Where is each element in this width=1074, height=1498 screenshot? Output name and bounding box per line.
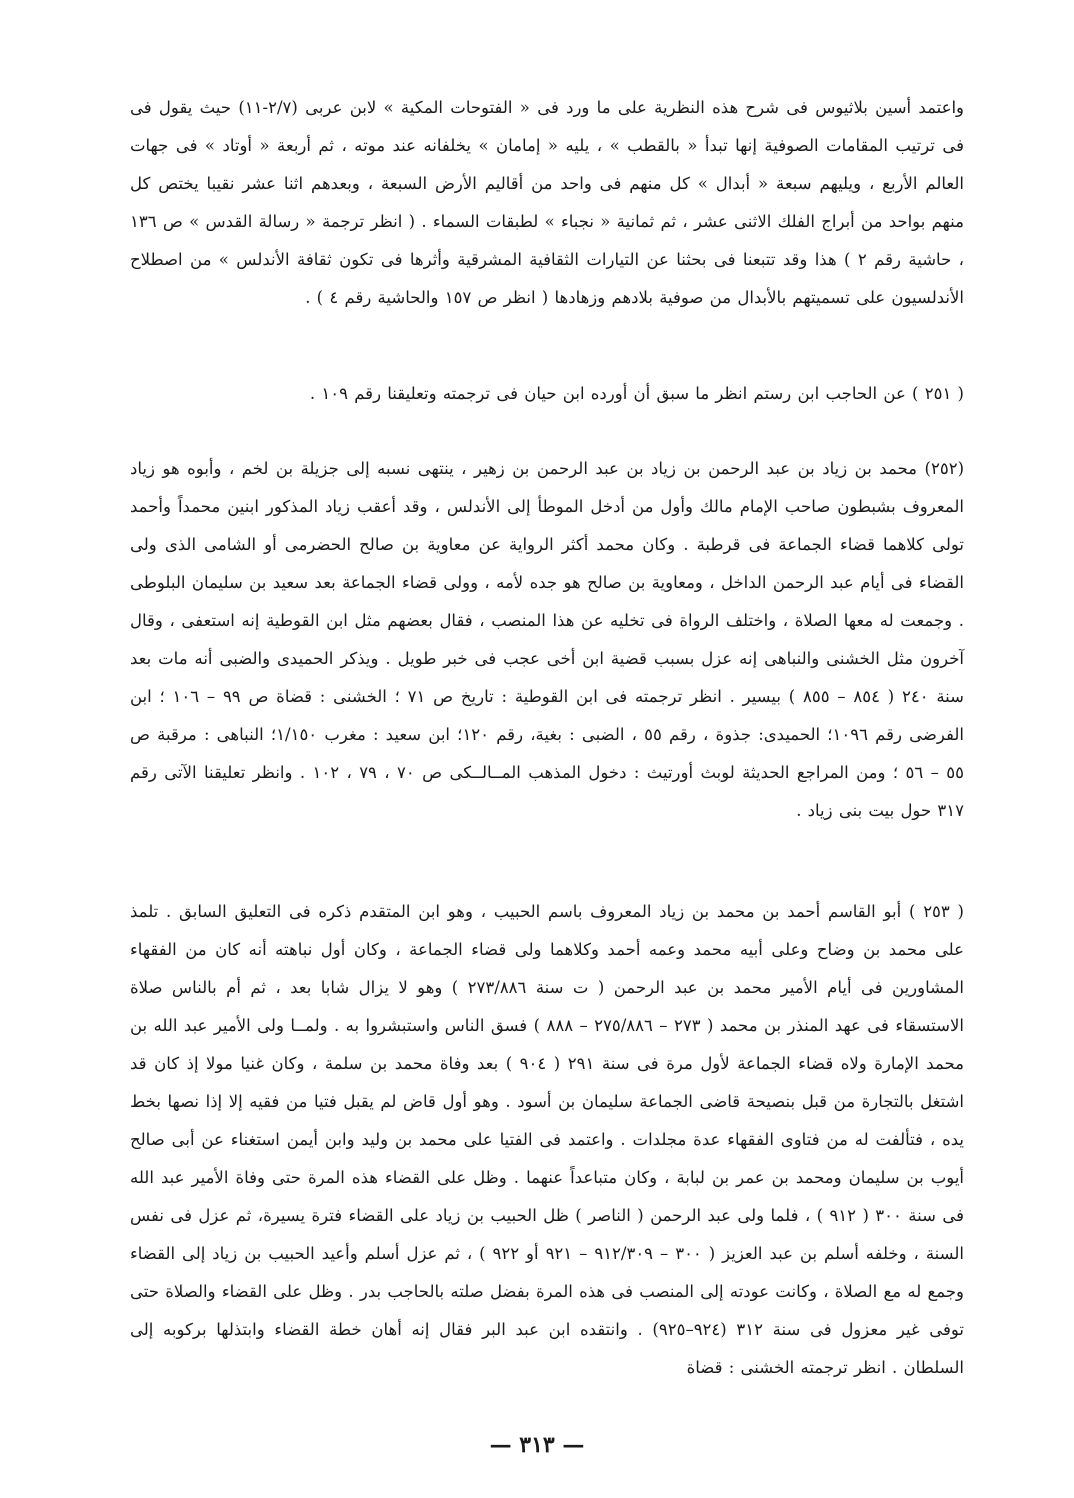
- page-number: — ٣١٣ —: [489, 1432, 585, 1458]
- paragraph-note-251: ( ٢٥١ ) عن الحاجب ابن رستم انظر ما سبق أن أورده ابن حيان فى ترجمته وتعليقنا رقم ١٠٩ .: [309, 384, 964, 403]
- paragraph-note-continuation: واعتمد أسين بلاثيوس فى شرح هذه النظرية على ما ورد فى « الفتوحات المكية » لابن عربى (٢/٧-١١) حيث يقول فى فى ترتيب المقامات الصوفية إنها تبدأ « بالقطب » ، يليه « إمامان » يخلفانه عند موته ، ثم أربعة « أوتاد » فى جهات العالم الأربع ، ويليهم سبعة « أبدال » كل منهم فى واحد من أقاليم الأرض السبعة ، وبعدهم اثنا عشر نقيبا يختص كل منهم بواحد من أبراج الفلك الاثنى عشر ، ثم ثمانية « نجباء » لطبقات السماء . ( انظر ترجمة « رسالة القدس » ص ١٣٦ ، حاشية رقم ٢ ) هذا وقد تتبعنا فى بحثنا عن التيارات الثقافية المشرقية وأثرها فى تكون ثقافة الأندلس » من اصطلاح الأندلسيون على تسميتهم بالأبدال من صوفية بلادهم وزهادها ( انظر ص ١٥٧ والحاشية رقم ٤ ) .: [130, 98, 964, 307]
- paragraph-note-252: (٢٥٢) محمد بن زياد بن عبد الرحمن بن زياد بن عبد الرحمن بن زهير ، ينتهى نسبه إلى جزيلة بن لخم ، وأبوه هو زياد المعروف بشبطون صاحب الإمام مالك وأول من أدخل الموطأ إلى الأندلس ، وقد أعقب زياد المذكور ابنين محمداً وأحمد تولى كلاهما قضاء الجماعة فى قرطبة . وكان محمد أكثر الرواية عن معاوية بن صالح الحضرمى أو الشامى الذى ولى القضاء فى أيام عبد الرحمن الداخل ، ومعاوية بن صالح هو جده لأمه ، وولى قضاء الجماعة بعد سعيد بن سليمان البلوطى . وجمعت له معها الصلاة ، واختلف الرواة فى تخليه عن هذا المنصب ، فقال بعضهم مثل ابن القوطية إنه استعفى ، وقال آخرون مثل الخشنى والنباهى إنه عزل بسبب قضية ابن أخى عجب فى خبر طويل . ويذكر الحميدى والضبى أنه مات بعد سنة ٢٤٠ ( ٨٥٤ – ٨٥٥ ) بيسير . انظر ترجمته فى ابن القوطية : تاريخ ص ٧١ ؛ الخشنى : قضاة ص ٩٩ – ١٠٦ ؛ ابن الفرضى رقم ١٠٩٦؛ الحميدى: جذوة ، رقم ٥٥ ، الضبى : بغية، رقم ١٢٠؛ ابن سعيد : مغرب ١/١٥٠؛ النباهى : مرقبة ص ٥٥ – ٥٦ ؛ ومن المراجع الحديثة لوبث أورتيث : دخول المذهب المــالــكى ص ٧٠ ، ٧٩ ، ١٠٢ . وانظر تعليقنا الآتى رقم ٣١٧ حول بيت بنى زياد .: [130, 459, 964, 820]
- paragraph-note-253: ( ٢٥٣ ) أبو القاسم أحمد بن محمد بن زياد المعروف باسم الحبيب ، وهو ابن المتقدم ذكره فى التعليق السابق . تلمذ على محمد بن وضاح وعلى أبيه محمد وعمه أحمد وكلاهما ولى قضاء الجماعة ، وكان أول نباهته أنه كان من الفقهاء المشاورين فى أيام الأمير محمد بن عبد الرحمن ( ت سنة ٢٧٣/٨٨٦ ) وهو لا يزال شابا بعد ، ثم أم بالناس صلاة الاستسقاء فى عهد المنذر بن محمد ( ٢٧٣ – ٢٧٥/٨٨٦ – ٨٨٨ ) فسق الناس واستبشروا به . ولمــا ولى الأمير عبد الله بن محمد الإمارة ولاه قضاء الجماعة لأول مرة فى سنة ٢٩١ ( ٩٠٤ ) بعد وفاة محمد بن سلمة ، وكان غنيا مولا إذ كان قد اشتغل بالتجارة من قبل بنصيحة قاضى الجماعة سليمان بن أسود . وهو أول قاض لم يقبل فتيا من فقيه إلا إذا نصها بخط يده ، فتألفت له من فتاوى الفقهاء عدة مجلدات . واعتمد فى الفتيا على محمد بن وليد وابن أيمن استغناء عن أبى صالح أيوب بن سليمان ومحمد بن عمر بن لبابة ، وكان متباعداً عنهما . وظل على القضاء هذه المرة حتى وفاة الأمير عبد الله فى سنة ٣٠٠ ( ٩١٢ ) ، فلما ولى عبد الرحمن ( الناصر ) ظل الحبيب بن زياد على القضاء فترة يسيرة، ثم عزل فى نفس السنة ، وخلفه أسلم بن عبد العزيز ( ٣٠٠ – ٩١٢/٣٠٩ – ٩٢١ أو ٩٢٢ ) ، ثم عزل أسلم وأعيد الحبيب بن زياد إلى القضاء وجمع له مع الصلاة ، وكانت عودته إلى المنصب فى هذه المرة بفضل صلته بالحاجب بدر . وظل على القضاء والصلاة حتى توفى غير معزول فى سنة ٣١٢ (٩٢٤–٩٢٥) . وانتقده ابن عبد البر فقال إنه أهان خطة القضاء وابتذلها بركوبه إلى السلطان . انظر ترجمته الخشنى : قضاة: [130, 902, 965, 1377]
